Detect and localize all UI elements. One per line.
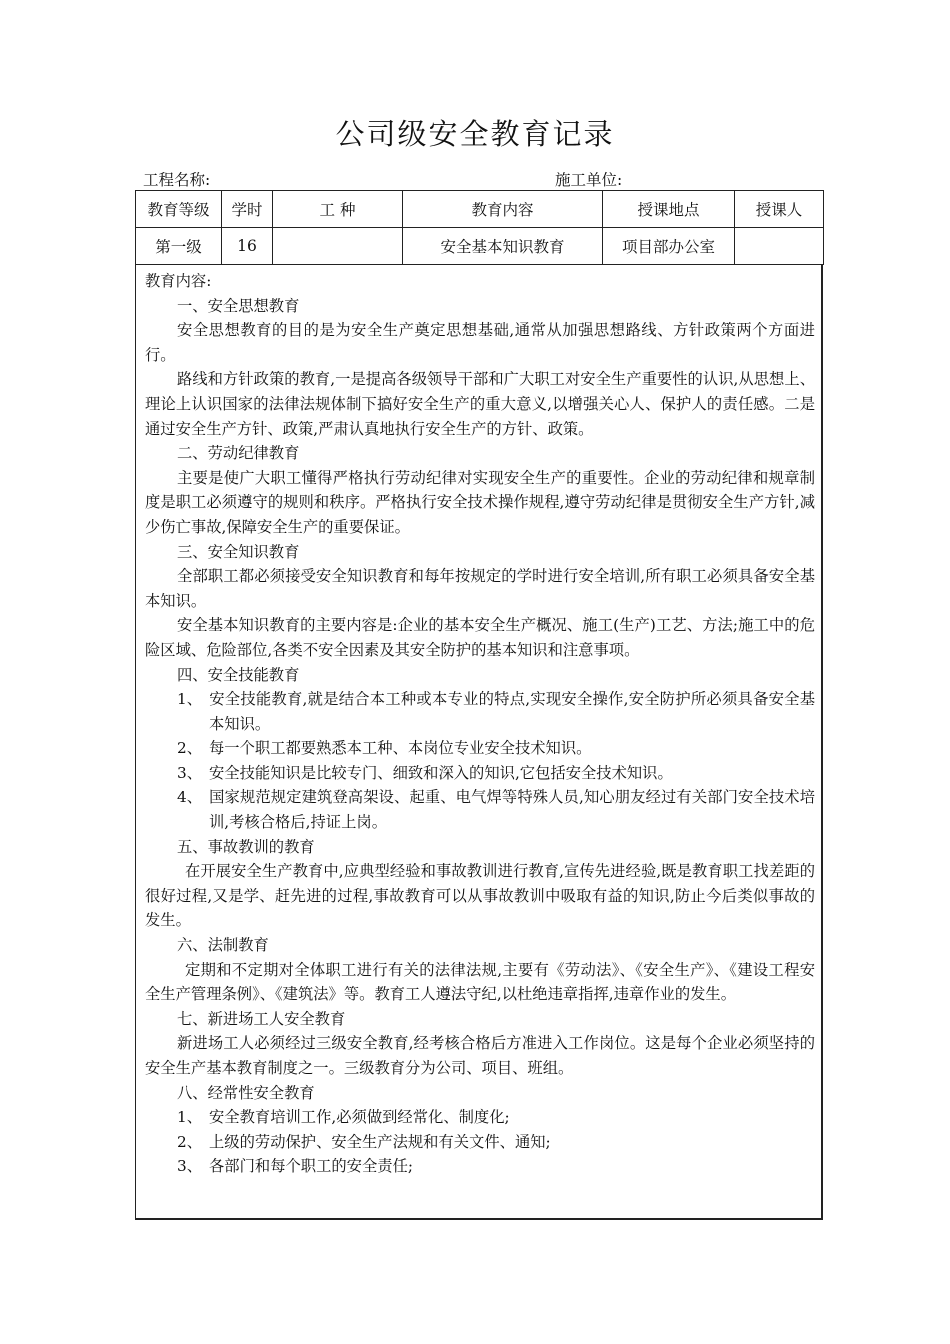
section-heading: 二、劳动纪律教育 (177, 444, 300, 463)
list-number: 3、 (177, 763, 203, 782)
content-label: 教育内容: (145, 272, 212, 290)
education-content-text (145, 269, 815, 1179)
list-number: 2、 (177, 1132, 203, 1151)
education-info-table (135, 190, 824, 265)
list-item (145, 1130, 815, 1155)
paragraph: 全部职工都必须接受安全知识教育和每年按规定的学时进行安全培训,所有职工必须具备安全基本知识。 (145, 567, 815, 610)
cell-instructor (735, 228, 824, 265)
cell-education-level: 第一级 (136, 228, 222, 265)
list-item (145, 1105, 815, 1130)
section-heading: 八、经常性安全教育 (177, 1083, 315, 1102)
list-number: 1、 (177, 1108, 203, 1127)
list-text: 安全技能知识是比较专门、细致和深入的知识,它包括安全技术知识。 (209, 763, 673, 782)
list-text: 上级的劳动保护、安全生产法规和有关文件、通知; (209, 1132, 551, 1151)
construction-unit-label: 施工单位: (555, 171, 623, 189)
cell-hours: 16 (222, 228, 273, 265)
table-row (136, 228, 824, 265)
cell-education-content: 安全基本知识教育 (403, 228, 603, 265)
list-item (145, 736, 815, 761)
list-number: 1、 (177, 690, 203, 709)
page-title: 公司级安全教育记录 (335, 117, 615, 151)
header-hours: 学时 (222, 191, 273, 228)
list-number: 3、 (177, 1157, 203, 1176)
cell-job-type (273, 228, 403, 265)
header-location: 授课地点 (603, 191, 735, 228)
section-heading: 三、安全知识教育 (177, 542, 300, 561)
list-text: 每一个职工都要熟悉本工种、本岗位专业安全技术知识。 (209, 739, 592, 758)
list-number: 2、 (177, 739, 203, 758)
section-heading: 一、安全思想教育 (177, 296, 300, 315)
list-item (145, 785, 815, 834)
list-item (145, 761, 815, 786)
list-item (145, 687, 815, 736)
paragraph: 安全思想教育的目的是为安全生产奠定思想基础,通常从加强思想路线、方针政策两个方面进行。 (145, 321, 815, 364)
list-text: 国家规范规定建筑登高架设、起重、电气焊等特殊人员,知心朋友经过有关部门安全技术培训,考核合格后,持证上岗。 (209, 788, 815, 832)
education-content-box (135, 264, 823, 1220)
list-text: 安全教育培训工作,必须做到经常化、制度化; (209, 1108, 510, 1127)
section-heading: 四、安全技能教育 (177, 665, 300, 684)
table-header-row (136, 191, 824, 228)
list-text: 各部门和每个职工的安全责任; (209, 1157, 414, 1176)
list-item (145, 1154, 815, 1179)
paragraph: 安全基本知识教育的主要内容是:企业的基本安全生产概况、施工(生产)工艺、方法;施工中的危险区域、危险部位,各类不安全因素及其安全防护的基本知识和注意事项。 (145, 616, 815, 659)
list-number: 4、 (177, 788, 203, 807)
section-heading: 五、事故教训的教育 (177, 837, 315, 856)
cell-location: 项目部办公室 (603, 228, 735, 265)
paragraph: 定期和不定期对全体职工进行有关的法律法规,主要有《劳动法》、《安全生产》、《建设工程安全生产管理条例》、《建筑法》等。教育工人遵法守纪,以杜绝违章指挥,违章作业的发生。 (145, 960, 815, 1004)
list-text: 安全技能教育,就是结合本工种或本专业的特点,实现安全操作,安全防护所必须具备安全基本知识。 (209, 690, 815, 733)
header-education-content: 教育内容 (403, 191, 603, 228)
header-instructor: 授课人 (735, 191, 824, 228)
section-heading: 七、新进场工人安全教育 (177, 1009, 346, 1028)
header-job-type: 工 种 (273, 191, 403, 228)
paragraph: 在开展安全生产教育中,应典型经验和事故教训进行教育,宣传先进经验,既是教育职工找差距的很好过程,又是学、赶先进的过程,事故教育可以从事故教训中吸取有益的知识,防止今后类似事故的发生。 (145, 862, 815, 930)
header-education-level: 教育等级 (136, 191, 222, 228)
project-name-label: 工程名称: (143, 171, 211, 189)
section-heading: 六、法制教育 (177, 936, 269, 955)
paragraph: 新进场工人必须经过三级安全教育,经考核合格后方准进入工作岗位。这是每个企业必须坚持的安全生产基本教育制度之一。三级教育分为公司、项目、班组。 (145, 1034, 815, 1077)
paragraph: 主要是使广大职工懂得严格执行劳动纪律对实现安全生产的重要性。企业的劳动纪律和规章制度是职工必须遵守的规则和秩序。严格执行安全技术操作规程,遵守劳动纪律是贯彻安全生产方针,减少伤亡事故,保障安全生产的重要保证。 (145, 468, 815, 536)
paragraph: 路线和方针政策的教育,一是提高各级领导干部和广大职工对安全生产重要性的认识,从思想上、理论上认识国家的法律法规体制下搞好安全生产的重大意义,以增强关心人、保护人的责任感。二是通过安全生产方针、政策,严肃认真地执行安全生产的方针、政策。 (145, 370, 815, 438)
